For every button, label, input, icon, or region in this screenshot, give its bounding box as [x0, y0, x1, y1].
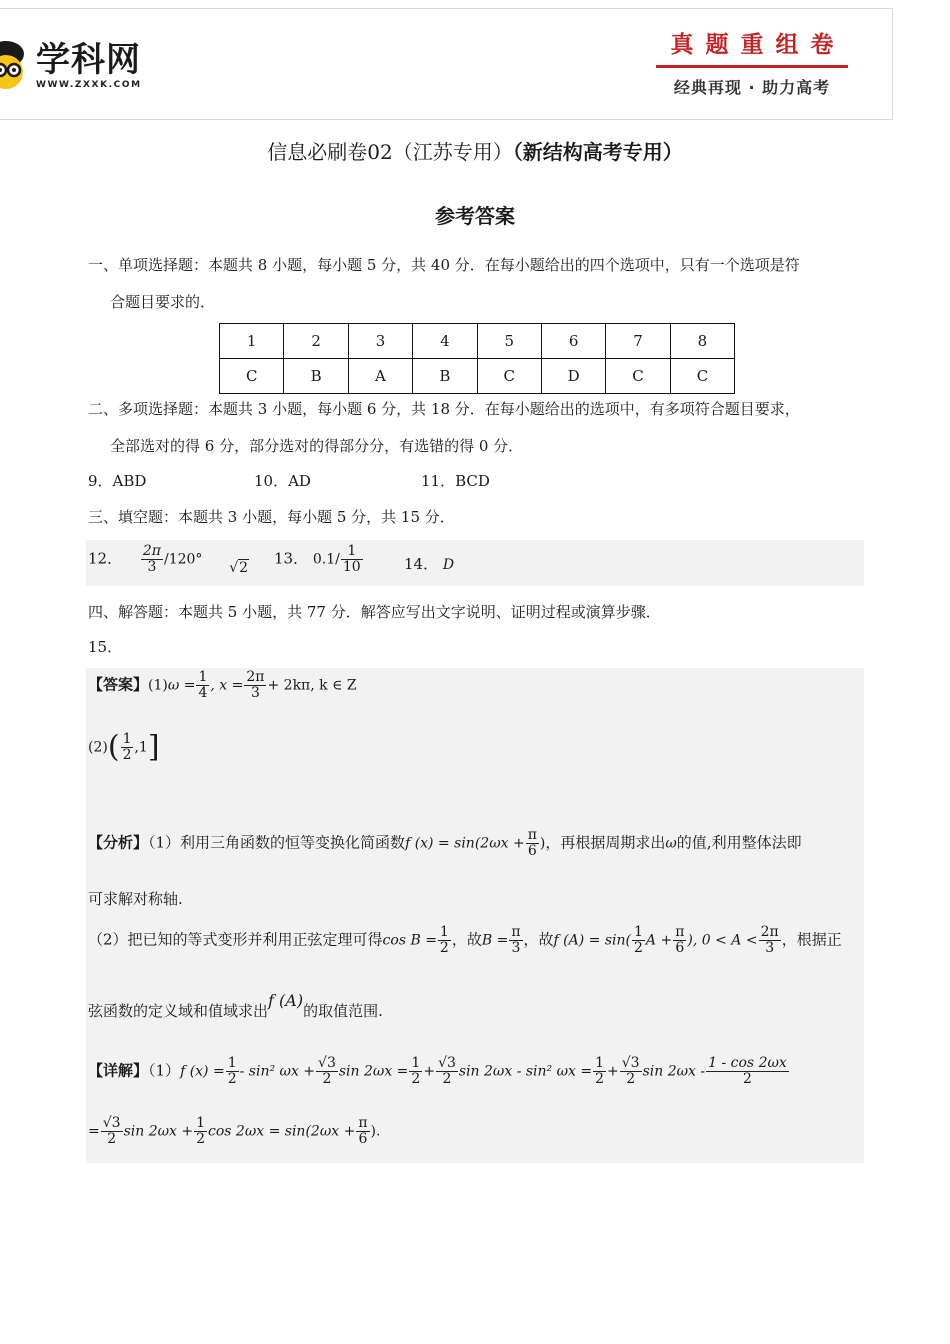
- detail2-b: sin 2ωx +: [123, 1123, 194, 1140]
- analysis1-fx: f (x) = sin(2ωx +: [405, 835, 525, 852]
- analysis2-2pi-den: 3: [765, 940, 775, 956]
- analysis2-half-num: 1: [633, 924, 643, 940]
- title-part1: 信息必刷卷02（江苏专用）: [267, 140, 513, 164]
- q12-label: 12．: [88, 549, 123, 568]
- answer1-frac: [196, 670, 209, 701]
- detail-t7-den: 2: [442, 1071, 452, 1087]
- table-cell: 2: [284, 324, 348, 359]
- analysis2-den: 2: [439, 940, 449, 956]
- q15-answer-1: [88, 670, 357, 701]
- analysis2-fA: f (A) = sin(: [553, 932, 631, 949]
- logo-text: 学科网: [36, 40, 141, 80]
- analysis2-pi6-num: π: [675, 924, 685, 940]
- answer1-omega: ω =: [167, 677, 196, 694]
- section2-heading-cont: 全部选对的得 6 分，部分选对的得部分分，有选错的得 0 分．: [110, 437, 524, 455]
- brand-subtitle: 经典再现 · 助力高考: [673, 78, 831, 97]
- answer1-tail: + 2kπ, k ∈ Z: [267, 677, 357, 694]
- q13-num: 1: [341, 544, 363, 560]
- detail2-frac-e: [356, 1116, 369, 1147]
- answer-label: 【答案】: [88, 675, 149, 694]
- page-subtitle: 参考答案: [435, 204, 515, 228]
- analysis1-num: π: [527, 827, 537, 843]
- analysis2-2pi3: [759, 925, 781, 956]
- detail-t9-num: 1: [595, 1055, 605, 1071]
- detail2-f: ).: [370, 1123, 381, 1140]
- q15-solution-box: [86, 668, 864, 1163]
- q14-value: D: [442, 557, 455, 573]
- q12-sqrt-value: 2: [239, 559, 249, 576]
- left-paren: (: [107, 729, 120, 765]
- answer1-frac-den: 4: [198, 685, 208, 701]
- detail-frac3: [316, 1056, 338, 1087]
- detail2-a-num: √3: [102, 1115, 121, 1131]
- answer1-x: , x =: [210, 677, 244, 694]
- answer-table-header-row: [220, 324, 735, 359]
- q12-tail: /120°: [163, 551, 203, 568]
- section3-heading: 三、填空题：本题共 3 小题，每小题 5 分，共 15 分．: [88, 508, 455, 526]
- answer-table-answer-row: [220, 359, 735, 394]
- analysis2-pi6-den: 6: [675, 940, 685, 956]
- q15-analysis-1: 【分析】（1）利用三角函数的恒等变换化简函数f (x) = sin(2ωx + $\frac{\pi}{6}$ )，再根据周期求出ω的值,利用整体法即: [88, 827, 802, 859]
- answer-table: [219, 323, 735, 394]
- answer2-frac: [121, 732, 134, 763]
- analysis1-frac: [526, 828, 539, 859]
- analysis1-text-b: ，再根据周期求出: [545, 833, 666, 852]
- table-cell: 8: [670, 324, 734, 359]
- analysis1-text-c: 的值,利用整体法即: [676, 833, 802, 852]
- table-cell: C: [220, 359, 284, 394]
- page-title: [0, 138, 950, 166]
- table-cell: C: [670, 359, 734, 394]
- analysis2-half-den: 2: [633, 940, 643, 956]
- q12-sqrt: √2: [229, 559, 249, 576]
- analysis2-text-a: （2）把已知的等式变形并利用正弦定理可得: [88, 930, 383, 949]
- section1-heading-cont: 合题目要求的．: [110, 293, 216, 311]
- analysis2-3: 3: [511, 940, 521, 956]
- detail2-d: cos 2ωx = sin(2ωx +: [208, 1123, 356, 1140]
- answer-q13: [274, 544, 364, 575]
- analysis2-range: ), 0 < A <: [687, 932, 758, 949]
- detail2-e-den: 6: [358, 1131, 368, 1147]
- q13-fraction: [341, 544, 363, 575]
- detail2-eq: =: [88, 1123, 100, 1140]
- brand-title: 真题重组卷: [670, 31, 846, 58]
- detail2-frac-c: [194, 1116, 207, 1147]
- detail2-frac-a: [101, 1116, 123, 1147]
- q15-label: 15．: [88, 638, 123, 656]
- detail-t1-den: 2: [227, 1071, 237, 1087]
- fill-blank-answers: [86, 540, 864, 586]
- q15-answer-2: [88, 729, 160, 765]
- q15-detail-1: [88, 1056, 790, 1087]
- analysis2-line2-fA: f (A): [268, 991, 304, 1010]
- section1-heading: 一、单项选择题：本题共 8 小题，每小题 5 分，共 40 分．在每小题给出的四个选项中，只有一个选项是符: [88, 256, 800, 274]
- table-cell: C: [606, 359, 670, 394]
- detail-frac13: [706, 1056, 789, 1087]
- analysis2-B: B =: [481, 932, 509, 949]
- answer1-frac2-den: 3: [250, 685, 260, 701]
- analysis2-cos: cos B =: [382, 932, 437, 949]
- detail-prefix: （1）: [148, 1061, 181, 1080]
- detail-t1-num: 1: [227, 1055, 237, 1071]
- detail2-a-den: 2: [107, 1131, 117, 1147]
- q15-detail-2: [88, 1116, 380, 1147]
- detail-t2: - sin² ωx +: [239, 1063, 316, 1080]
- analysis2-pi: π: [511, 924, 521, 940]
- title-part2: （新结构高考专用）: [512, 140, 683, 164]
- analysis-label: 【分析】: [88, 833, 149, 852]
- table-cell: 7: [606, 324, 670, 359]
- analysis1-text-a: （1）利用三角函数的恒等变换化简函数: [148, 833, 406, 852]
- table-cell: 4: [413, 324, 477, 359]
- logo-url: WWW.ZXXK.COM: [36, 80, 142, 90]
- table-cell: 1: [220, 324, 284, 359]
- q13-value: 0.1/: [312, 551, 340, 568]
- analysis1-omega: ω: [665, 835, 677, 852]
- q13-label: 13．: [274, 549, 309, 568]
- table-cell: 5: [477, 324, 541, 359]
- detail-t13-den: 2: [743, 1071, 752, 1087]
- detail-t11-num: √3: [621, 1055, 640, 1071]
- detail-frac5: [409, 1056, 422, 1087]
- detail-t12: sin 2ωx -: [642, 1063, 706, 1080]
- q15-analysis-1-cont: 可求解对称轴.: [88, 890, 183, 908]
- detail-t4: sin 2ωx =: [338, 1063, 409, 1080]
- right-bracket: ]: [147, 729, 160, 765]
- answer-q12: [88, 544, 249, 575]
- detail-frac9: [593, 1056, 606, 1087]
- table-cell: D: [541, 359, 605, 394]
- detail-label: 【详解】: [88, 1061, 149, 1080]
- detail-fx: f (x) =: [180, 1063, 225, 1080]
- answer-q10: 10．AD: [254, 472, 311, 490]
- detail-t3-den: 2: [322, 1071, 332, 1087]
- analysis2-half: [632, 925, 645, 956]
- detail-t5-den: 2: [411, 1071, 421, 1087]
- q12-den: 3: [147, 559, 157, 575]
- q12-num: 2π: [142, 543, 161, 559]
- answer-q9: 9．ABD: [88, 472, 147, 490]
- detail-t10: +: [607, 1063, 619, 1080]
- table-cell: C: [477, 359, 541, 394]
- section4-heading: 四、解答题：本题共 5 小题，共 77 分．解答应写出文字说明、证明过程或演算步骤．: [88, 603, 661, 621]
- mascot-icon: [0, 38, 30, 90]
- answer2-prefix: (2): [88, 739, 108, 756]
- answer-q14: [404, 553, 454, 574]
- brand-divider: [656, 65, 848, 68]
- analysis2-text-b: ，故: [451, 930, 482, 949]
- analysis2-line2-a: 弦函数的定义域和值域求出: [88, 1002, 269, 1020]
- analysis2-text-c: ，故: [523, 930, 554, 949]
- detail-t8: sin 2ωx - sin² ωx =: [458, 1063, 593, 1080]
- detail-t3-num: √3: [318, 1055, 336, 1071]
- answer2-den: 2: [122, 747, 132, 763]
- detail-t9-den: 2: [595, 1071, 605, 1087]
- answer1-frac2: [244, 670, 266, 701]
- analysis2-pi6: [673, 925, 686, 956]
- q15-analysis-2-cont: [88, 991, 383, 1021]
- answer1-frac-num: 1: [198, 669, 208, 685]
- analysis2-2pi-num: 2π: [760, 924, 779, 940]
- section2-heading: 二、多项选择题：本题共 3 小题，每小题 6 分，共 18 分．在每小题给出的选项中，有多项符合题目要求，: [88, 400, 800, 418]
- q15-analysis-2: [88, 925, 842, 956]
- brand-badge: [656, 30, 848, 98]
- detail2-c-num: 1: [196, 1115, 206, 1131]
- q12-fraction: [141, 544, 163, 575]
- analysis2-pi3: [509, 925, 522, 956]
- detail-t13-num: 1 - cos 2ωx: [708, 1055, 787, 1071]
- analysis1-den: 6: [527, 843, 537, 859]
- analysis2-frac: [438, 925, 451, 956]
- analysis2-line2-b: 的取值范围.: [303, 1002, 383, 1020]
- table-cell: 6: [541, 324, 605, 359]
- table-cell: A: [348, 359, 412, 394]
- analysis2-text-d: ，根据正: [781, 930, 842, 949]
- detail-frac1: [226, 1056, 239, 1087]
- answer1-prefix: (1): [148, 677, 168, 694]
- answer1-frac2-num: 2π: [246, 669, 265, 685]
- site-logo[interactable]: [0, 38, 170, 94]
- detail-t7-num: √3: [438, 1055, 456, 1071]
- q14-label: 14．: [404, 555, 439, 573]
- analysis2-A: A +: [645, 932, 673, 949]
- answer-q11: 11．BCD: [421, 472, 490, 490]
- table-cell: B: [284, 359, 348, 394]
- q13-den: 10: [342, 559, 361, 575]
- detail2-e-num: π: [358, 1115, 368, 1131]
- detail2-c-den: 2: [196, 1131, 206, 1147]
- detail-t5-num: 1: [411, 1055, 421, 1071]
- detail-t11-den: 2: [626, 1071, 636, 1087]
- table-cell: B: [413, 359, 477, 394]
- answer2-tail: ,1: [134, 739, 148, 756]
- table-cell: 3: [348, 324, 412, 359]
- detail-frac11: [620, 1056, 642, 1087]
- detail-t6: +: [423, 1063, 436, 1080]
- analysis2-num: 1: [439, 924, 449, 940]
- detail-frac7: [436, 1056, 458, 1087]
- answer2-num: 1: [122, 731, 132, 747]
